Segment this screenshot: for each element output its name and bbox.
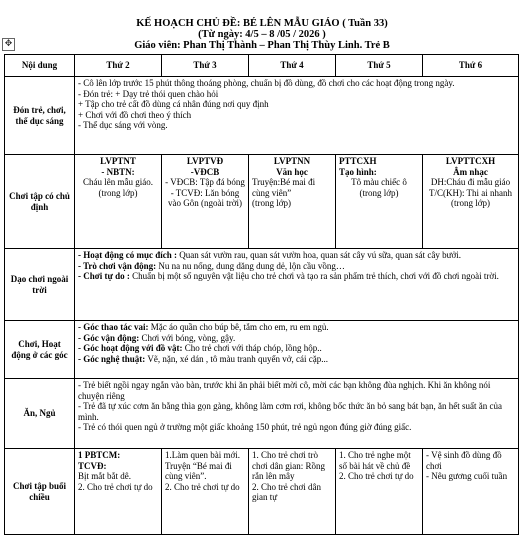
row-label-don-tre: Đón trẻ, chơi, thể dục sáng	[5, 77, 75, 155]
col-header-wed: Thứ 4	[249, 55, 336, 77]
dao-choi-content	[75, 249, 519, 321]
cell-subject: LVPTVĐ	[186, 156, 224, 166]
cell-line: Truyện “Bé mai đi cùng viên”.	[165, 460, 232, 481]
move-handle-icon[interactable]: ✥	[2, 38, 15, 51]
list-item: - Cô lên lớp trước 15 phút thông thoáng phòng, chuẩn bị đồ dùng, đồ chơi cho các hoạt động trong ngày.	[78, 78, 455, 88]
cell-activity-2: (trong lớp)	[252, 198, 292, 208]
cell-activity: Cháu lên mẫu giáo. (trong lớp)	[83, 177, 153, 198]
list-item: - Trẻ đã tự xúc cơm ăn bằng thìa gọn gàng, không làm cơm rơi, không bốc thức ăn bỏ sang bát bạn, ăn hết suất ăn của mình.	[78, 401, 502, 422]
plan-dates: (Từ ngày: 4/5 – 8 /05 / 2026 )	[198, 29, 326, 40]
cell-line: 2. Cho trẻ chơi tự do	[78, 481, 153, 492]
chieu-thu	[336, 449, 423, 535]
cell-subtopic: -VĐCB	[190, 166, 220, 177]
cell-activity: Truyện:Bé mai đi cùng viên”	[252, 177, 316, 198]
cell-line: 1.Làm quen bài mới.	[165, 450, 240, 460]
cell-subtopic: - NBTN:	[101, 166, 135, 177]
cell-line: 1. Cho trẻ nghe một số bài hát về chủ đề	[339, 450, 411, 471]
list-item: - Thể dục sáng với vòng.	[78, 120, 168, 130]
choi-tap-wed	[249, 155, 336, 249]
cell-subtopic: Tạo hình:	[339, 166, 377, 177]
choi-tap-fri	[423, 155, 519, 249]
list-item: - Chơi tự do : Chuẩn bị một số nguyên vật liệu cho trẻ chơi và tạo ra sản phẩm trẻ thích, chơi với đồ chơi ngoài trời.	[78, 271, 499, 281]
cell-subject: PTTCXH	[339, 156, 377, 166]
cell-line: TCVĐ:	[78, 460, 107, 471]
chieu-fri	[423, 449, 519, 535]
row-label-chieu: Chơi tập buổi chiều	[5, 449, 75, 535]
cell-subtopic: Văn học	[276, 166, 308, 177]
cell-activity: Tô màu chiếc ô	[351, 177, 407, 187]
cell-activity: - VĐCB: Tập đá bóng	[165, 177, 245, 187]
list-item: - Trò chơi vận động: Nu na nu nống, dung dăng dung dẻ, lộn cầu vồng…	[78, 260, 345, 271]
don-tre-content	[75, 77, 519, 155]
table-header-row	[5, 55, 519, 77]
col-header-tue: Thứ 3	[162, 55, 249, 77]
cell-subject: LVPTNT	[100, 156, 136, 166]
list-item: - Trẻ biết ngồi ngay ngắn vào bàn, trước khi ăn phải biết mời cô, mời các bạn không đùa nghịch. Khi ăn không nói chuyện riêng	[78, 380, 491, 401]
cell-line: 2. Cho trẻ chơi dân gian tự	[252, 481, 321, 502]
table-row	[5, 77, 519, 155]
chieu-wed	[249, 449, 336, 535]
choi-tap-tue	[162, 155, 249, 249]
table-row	[5, 449, 519, 535]
table-row	[5, 321, 519, 379]
table-row	[5, 379, 519, 449]
cell-activity-2: - TCVĐ: Lăn bóng vào Gôn (ngoài trời)	[168, 187, 242, 208]
list-item: - Góc vận động: Chơi với bóng, vòng, gậy.	[78, 332, 236, 343]
cell-line: - Vệ sinh đồ dùng đồ chơi	[426, 450, 502, 471]
an-ngu-content	[75, 379, 519, 449]
cell-activity-2: (trong lớp)	[359, 187, 399, 198]
table-row	[5, 249, 519, 321]
table-row	[5, 155, 519, 249]
col-header-thu: Thứ 5	[336, 55, 423, 77]
col-header-fri: Thứ 6	[423, 55, 519, 77]
list-item: - Góc hoạt động với đồ vật: Cho trẻ chơi với tháp chóp, lồng hộp..	[78, 343, 322, 353]
plan-teachers: Giáo viên: Phan Thị Thành – Phan Thị Thùy Linh. Trẻ B	[134, 40, 390, 51]
list-item: - Góc thao tác vai: Mặc áo quần cho búp bê, tắm cho em, ru em ngủ.	[78, 322, 329, 332]
col-header-mon: Thứ 2	[75, 55, 162, 77]
cell-subject: LVPTNN	[273, 156, 311, 166]
row-label-choi-goc: Chơi, Hoạt động ở các góc	[5, 321, 75, 379]
cell-line: 1. Cho trẻ chơi trò chơi dân gian: Rồng rắn lên mây	[252, 450, 325, 481]
list-item: - Góc nghệ thuật: Vẽ, nặn, xé dán , tô màu tranh quyển vở, cái cặp...	[78, 353, 329, 364]
col-header-content: Nội dung	[5, 55, 75, 77]
cell-activity: DH:Cháu đi mẫu giáo	[430, 177, 511, 187]
list-item: + Tập cho trẻ cất đồ dùng cá nhân đúng nơi quy định	[78, 99, 269, 109]
chieu-mon	[75, 449, 162, 535]
list-item: - Trẻ có thói quen ngủ ở trường một giấc khoảng 150 phút, trẻ ngủ ngon đúng giờ đúng giấc.	[78, 422, 412, 432]
cell-subject: LVPTTCXH	[445, 156, 496, 166]
choi-goc-content	[75, 321, 519, 379]
cell-line: - Nêu gương cuối tuần	[426, 471, 508, 481]
choi-tap-thu	[336, 155, 423, 249]
row-label-an-ngu: Ăn, Ngủ	[5, 379, 75, 449]
weekly-plan-table	[4, 54, 519, 535]
cell-line: 2. Cho trẻ chơi tự do	[165, 481, 240, 492]
plan-title: KẾ HOẠCH CHỦ ĐỀ: BÉ LÊN MẪU GIÁO ( Tuần 33)	[136, 18, 388, 29]
list-item: - Đón trẻ: + Dạy trẻ thói quen chào hỏi	[78, 88, 219, 99]
list-item: - Hoạt động có mục đích : Quan sát vườn rau, quan sát vườn hoa, quan sát cây vú sữa, quan sát cây bưởi.	[78, 250, 461, 260]
cell-line: 1 PBTCM:	[78, 450, 121, 460]
list-item: + Chơi với đồ chơi theo ý thích	[78, 109, 192, 120]
row-label-dao-choi: Dạo chơi ngoài trời	[5, 249, 75, 321]
cell-subtopic: Âm nhạc	[453, 166, 488, 177]
chieu-tue	[162, 449, 249, 535]
choi-tap-mon	[75, 155, 162, 249]
row-label-choi-tap: Chơi tập có chủ định	[5, 155, 75, 249]
cell-activity-2: T/C(KH): Thi ai nhanh (trong lớp)	[428, 187, 513, 208]
cell-line: 2. Cho trẻ chơi tự do	[339, 471, 414, 481]
cell-line: Bịt mắt bắt dê.	[78, 471, 131, 481]
